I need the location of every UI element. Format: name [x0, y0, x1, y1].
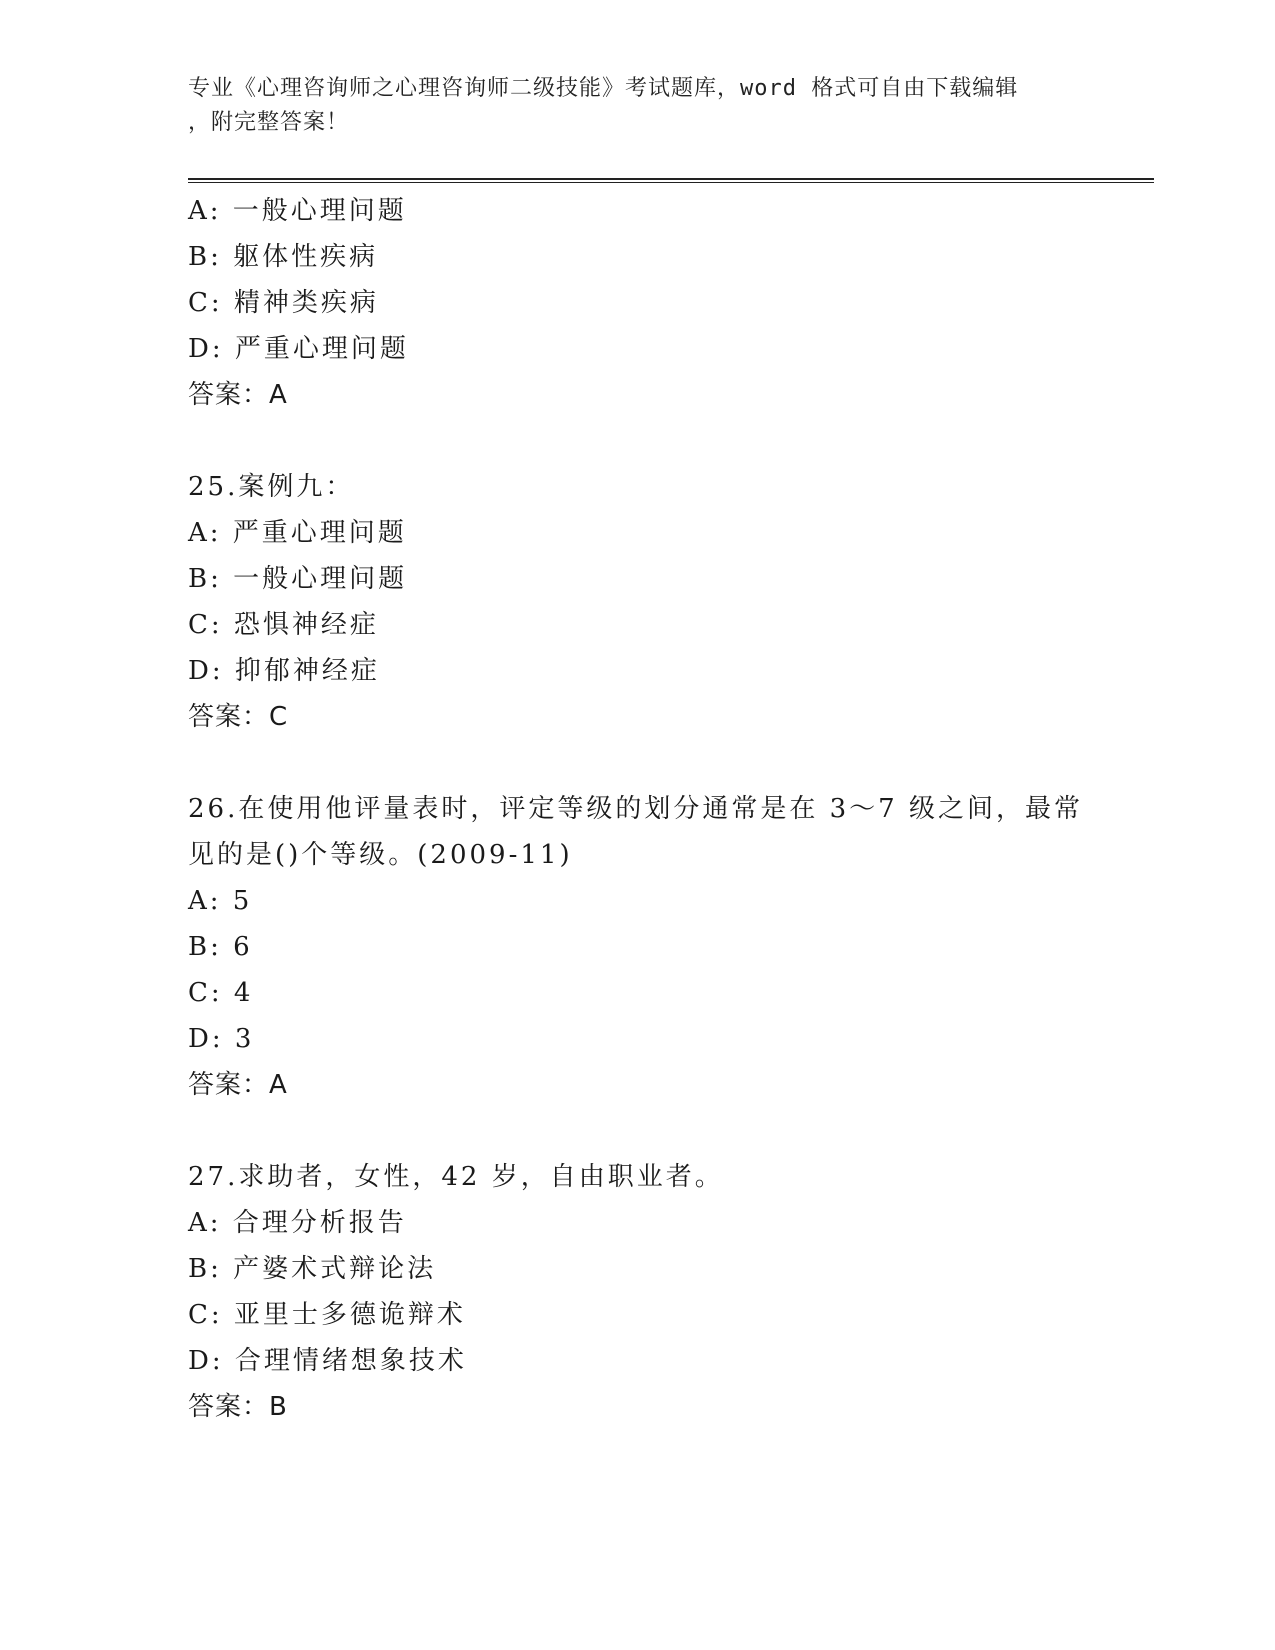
option-d: D: 抑郁神经症 — [188, 656, 380, 686]
question-block-24 — [188, 188, 1088, 418]
option-a: A: 合理分析报告 — [188, 1208, 407, 1238]
spacer — [188, 1108, 1088, 1154]
answer-line: 答案：C — [188, 702, 289, 732]
option-a: A: 5 — [188, 886, 253, 916]
answer-line: 答案：A — [188, 1070, 288, 1100]
question-block-27 — [188, 1154, 1088, 1430]
option-a: A: 严重心理问题 — [188, 518, 407, 548]
answer-line: 答案：A — [188, 380, 288, 410]
option-a: A: 一般心理问题 — [188, 196, 407, 226]
option-c: C: 4 — [188, 978, 254, 1008]
question-stem-line-2: 见的是()个等级。(2009-11) — [188, 840, 573, 870]
page-header — [188, 72, 1088, 140]
question-list — [188, 188, 1088, 1430]
question-block-26 — [188, 786, 1088, 1108]
option-b: B: 一般心理问题 — [188, 564, 408, 594]
option-b: B: 躯体性疾病 — [188, 242, 379, 272]
option-d: D: 严重心理问题 — [188, 334, 409, 364]
header-divider — [188, 178, 1154, 183]
question-block-25 — [188, 464, 1088, 740]
header-line-1: 专业《心理咨询师之心理咨询师二级技能》考试题库，word 格式可自由下载编辑 — [188, 76, 1019, 101]
option-c: C: 精神类疾病 — [188, 288, 379, 318]
question-stem: 25.案例九： — [188, 472, 355, 502]
option-c: C: 亚里士多德诡辩术 — [188, 1300, 466, 1330]
question-stem-line-1: 26.在使用他评量表时，评定等级的划分通常是在 3～7 级之间，最常 — [188, 794, 1083, 824]
option-d: D: 合理情绪想象技术 — [188, 1346, 467, 1376]
spacer — [188, 740, 1088, 786]
option-b: B: 6 — [188, 932, 253, 962]
spacer — [188, 418, 1088, 464]
option-b: B: 产婆术式辩论法 — [188, 1254, 437, 1284]
question-stem: 27.求助者，女性，42 岁，自由职业者。 — [188, 1162, 724, 1192]
option-c: C: 恐惧神经症 — [188, 610, 379, 640]
header-line-2: ，附完整答案！ — [188, 110, 350, 135]
answer-line: 答案：B — [188, 1392, 288, 1422]
option-d: D: 3 — [188, 1024, 255, 1054]
